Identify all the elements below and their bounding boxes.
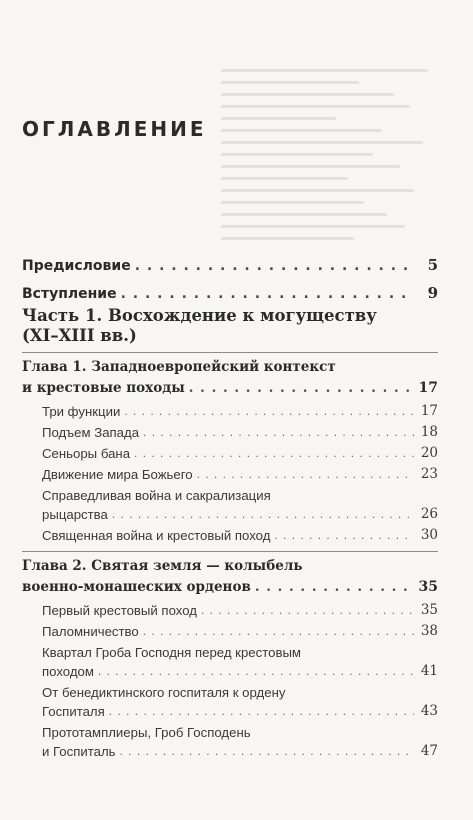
dot-leader <box>143 423 414 442</box>
dot-leader <box>134 444 414 463</box>
toc-section-label: Три функции <box>42 404 121 419</box>
toc-section[interactable] <box>42 402 438 421</box>
toc-section-label: Квартал Гроба Господня перед крестовым <box>42 645 301 660</box>
toc-entry-label: Предисловие <box>22 258 131 274</box>
toc-section-label: рыцарства <box>42 507 108 522</box>
toc-entry-preface[interactable] <box>22 250 438 274</box>
chapter-2-sections <box>22 601 438 761</box>
dot-leader <box>255 577 414 598</box>
dot-leader <box>120 742 414 761</box>
dot-leader <box>189 378 414 399</box>
toc-section-row <box>42 702 438 721</box>
chapter-title-line: Глава 1. Западноевропейский контекст <box>22 359 336 375</box>
chapter-1-sections <box>22 402 438 545</box>
toc-section[interactable] <box>42 423 438 442</box>
chapter-title-line: военно-монашеских орденов <box>22 579 251 595</box>
toc-section-label: От бенедиктинского госпиталя к ордену <box>42 685 286 700</box>
toc-entry-label: Вступление <box>22 286 117 302</box>
dot-leader <box>112 505 414 524</box>
toc-section-row <box>42 662 438 681</box>
dot-leader <box>124 402 414 421</box>
toc-page-number: 17 <box>418 380 438 396</box>
toc-section-row <box>42 742 438 761</box>
dot-leader <box>98 662 414 681</box>
toc-page-number: 43 <box>420 703 438 719</box>
toc-section[interactable] <box>42 643 438 681</box>
toc-section[interactable] <box>42 601 438 620</box>
part-heading <box>22 306 438 346</box>
part-heading-line: Часть 1. Восхождение к могуществу <box>22 306 377 325</box>
toc-section-label: Движение мира Божьего <box>42 467 193 482</box>
toc-section-label: Сеньоры бана <box>42 446 131 461</box>
toc-page-number: 35 <box>418 579 438 595</box>
toc-section-label: походом <box>42 664 94 679</box>
toc-section[interactable] <box>42 486 438 524</box>
table-of-contents <box>22 250 438 764</box>
toc-section[interactable] <box>42 444 438 463</box>
toc-section[interactable] <box>42 622 438 641</box>
dot-leader <box>121 286 414 302</box>
toc-page-number: 18 <box>420 424 438 440</box>
toc-section[interactable] <box>42 465 438 484</box>
toc-section-label: и Госпиталь <box>42 744 116 759</box>
toc-section[interactable] <box>42 526 438 545</box>
toc-page-number: 23 <box>420 466 438 482</box>
part-heading-line: (XI–XIII вв.) <box>22 326 137 345</box>
toc-section-row <box>42 505 438 524</box>
chapter-title-row <box>22 577 438 598</box>
dot-leader <box>109 702 414 721</box>
dot-leader <box>143 622 414 641</box>
toc-chapter-2[interactable] <box>22 556 438 598</box>
toc-section-label: Первый крестовый поход <box>42 603 197 618</box>
dot-leader <box>197 465 414 484</box>
page-title: ОГЛАВЛЕНИЕ <box>22 117 207 141</box>
toc-section-label: Паломничество <box>42 624 139 639</box>
toc-section-label: Священная война и крестовый поход <box>42 528 271 543</box>
toc-page-number: 9 <box>427 284 438 302</box>
chapter-title-row <box>22 378 438 399</box>
toc-page-number: 17 <box>420 403 438 419</box>
toc-page-number: 35 <box>420 602 438 618</box>
toc-page-number: 5 <box>427 256 438 274</box>
divider <box>22 551 438 552</box>
divider <box>22 352 438 353</box>
chapter-title-line: и крестовые походы <box>22 380 185 396</box>
toc-entry-introduction[interactable] <box>22 278 438 302</box>
dot-leader <box>201 601 414 620</box>
toc-page-number: 20 <box>420 445 438 461</box>
toc-section[interactable] <box>42 683 438 721</box>
toc-page-number: 26 <box>420 506 438 522</box>
toc-section[interactable] <box>42 723 438 761</box>
toc-section-label: Справедливая война и сакрализация <box>42 488 271 503</box>
toc-page-number: 30 <box>420 527 438 543</box>
toc-page-number: 38 <box>420 623 438 639</box>
toc-page-number: 41 <box>420 663 438 679</box>
toc-chapter-1[interactable] <box>22 357 438 399</box>
toc-section-label: Госпиталя <box>42 704 105 719</box>
dot-leader <box>135 258 414 274</box>
toc-section-label: Подъем Запада <box>42 425 140 440</box>
toc-page-number: 47 <box>420 743 438 759</box>
chapter-title-line: Глава 2. Святая земля — колыбель <box>22 558 303 574</box>
toc-section-label: Прототамплиеры, Гроб Господень <box>42 725 251 740</box>
dot-leader <box>274 526 414 545</box>
